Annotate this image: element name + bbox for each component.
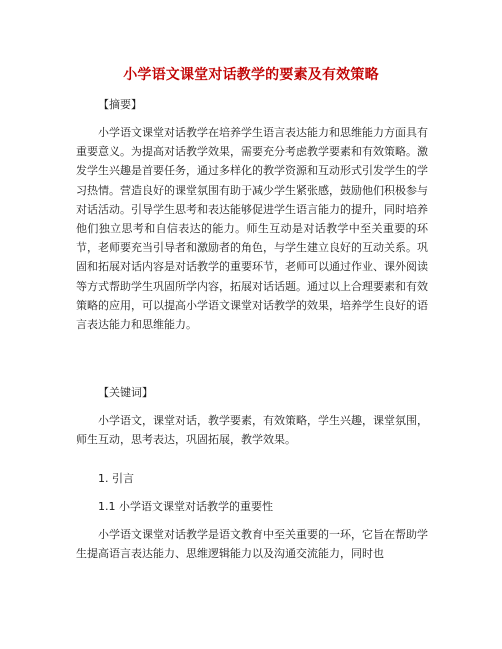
- section-1-1-paragraph: 小学语文课堂对话教学是语文教育中至关重要的一环，它旨在帮助学生提高语言表达能力、思维逻辑能力以及沟通交流能力，同时也: [76, 528, 428, 561]
- section-1-1-heading: 1.1 小学语文课堂对话教学的重要性: [98, 500, 273, 513]
- keywords-heading: 【关键词】: [98, 386, 153, 399]
- document-title: 小学语文课堂对话教学的要素及有效策略: [123, 67, 379, 83]
- abstract-paragraph: 小学语文课堂对话教学在培养学生语言表达能力和思维能力方面具有重要意义。为提高对话教学效果，需要充分考虑教学要素和有效策略。激发学生兴趣是首要任务，通过多样化的教学资源和互动形式引发学生的学习热情。营造良好的课堂氛围有助于减少学生紧张感，鼓励他们积极参与对话活动。引导学生思考和表达能够促进学生语言能力的提升，同时培养他们独立思考和自信表达的能力。师生互动是对话教学中至关重要的环节，老师要充当引导者和激励者的角色，与学生建立良好的互动关系。巩固和拓展对话内容是对话教学的重要环节，老师可以通过作业、课外阅读等方式帮助学生巩固所学内容，拓展对话话题。通过以上合理要素和有效策略的应用，可以提高小学语文课堂对话教学的效果，培养学生良好的语言表达能力和思维能力。: [76, 126, 428, 332]
- section-1-heading: 1. 引言: [98, 472, 134, 485]
- abstract-heading: 【摘要】: [98, 98, 142, 111]
- keywords-paragraph: 小学语文，课堂对话，教学要素，有效策略，学生兴趣，课堂氛围，师生互动，思考表达，巩固拓展，教学效果。: [76, 414, 428, 447]
